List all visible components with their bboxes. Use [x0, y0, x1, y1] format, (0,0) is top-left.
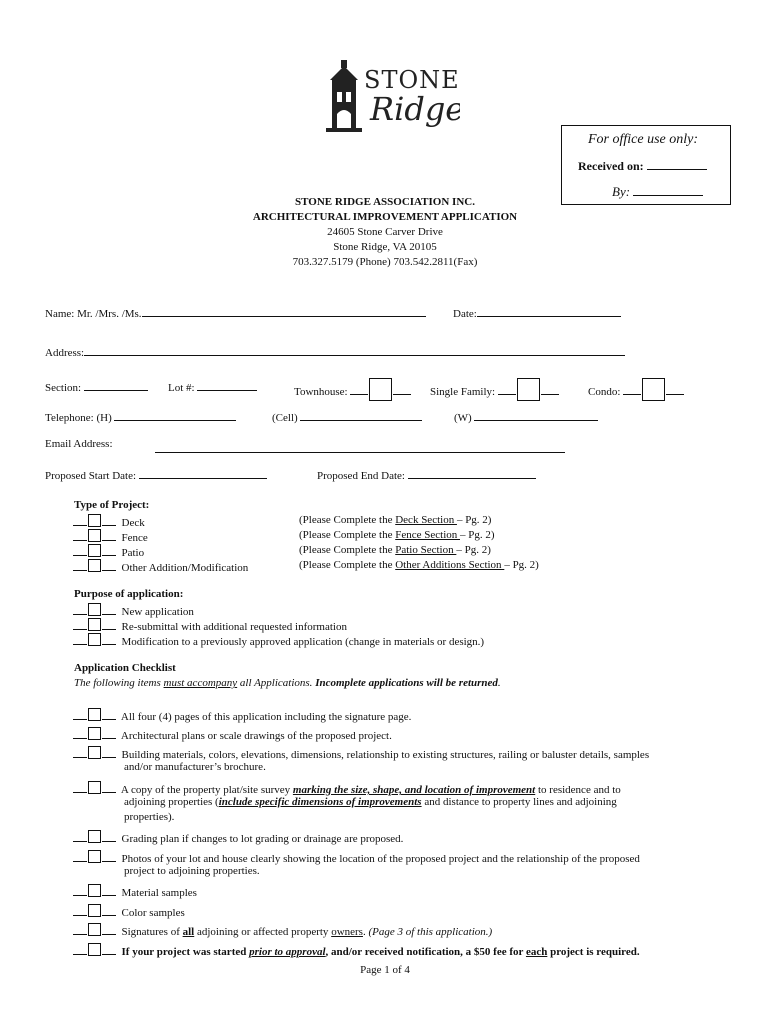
checklist-item-10: If your project was started prior to approval, and/or received notification, a $50 fee for each project is required.	[73, 943, 640, 958]
contact-numbers: 703.327.5179 (Phone) 703.542.2811(Fax)	[292, 256, 478, 268]
date-row	[453, 306, 621, 320]
checklist-item-6: Photos of your lot and house clearly showing the location of the proposed project and the relationship of the proposed	[73, 850, 640, 865]
lot-label: Lot #:	[168, 382, 195, 394]
deck-note: (Please Complete the Deck Section – Pg. 2)	[299, 514, 492, 526]
purpose-resubmittal: Re-submittal with additional requested information	[73, 618, 347, 633]
checklist-5-checkbox[interactable]	[88, 830, 101, 843]
checklist-8-checkbox[interactable]	[88, 904, 101, 917]
date-label: Date:	[453, 308, 477, 320]
received-on-line[interactable]	[647, 159, 707, 170]
office-use-box	[561, 125, 731, 205]
checklist-item-3-cont: and/or manufacturer’s brochure.	[124, 761, 266, 773]
checklist-item-8: Color samples	[73, 904, 185, 919]
work-phone-row	[454, 410, 598, 424]
start-date-field[interactable]	[139, 468, 267, 479]
checklist-item-5: Grading plan if changes to lot grading or drainage are proposed.	[73, 830, 403, 845]
lot-row	[168, 380, 257, 394]
received-on-label: Received on:	[578, 159, 707, 174]
project-type-heading: Type of Project:	[74, 499, 150, 511]
end-date-field[interactable]	[408, 468, 536, 479]
start-date-row	[45, 468, 267, 482]
svg-text:Ridge: Ridge	[370, 90, 460, 128]
cell-field[interactable]	[300, 410, 422, 421]
telephone-home-label: Telephone: (H)	[45, 412, 112, 424]
checklist-heading: Application Checklist	[74, 662, 176, 674]
stone-ridge-logo	[322, 58, 460, 136]
lot-field[interactable]	[197, 380, 257, 391]
townhouse-label: Townhouse:	[294, 386, 348, 398]
new-application-checkbox[interactable]	[88, 603, 101, 616]
checklist-6-checkbox[interactable]	[88, 850, 101, 863]
checklist-item-3: Building materials, colors, elevations, dimensions, relationship to existing structures, railing or baluster details, samples	[73, 746, 649, 761]
townhouse-row	[294, 378, 411, 401]
telephone-home-field[interactable]	[114, 410, 236, 421]
patio-checkbox[interactable]	[88, 544, 101, 557]
project-type-patio: Patio	[73, 544, 144, 559]
checklist-item-1: All four (4) pages of this application including the signature page.	[73, 708, 411, 723]
checklist-2-checkbox[interactable]	[88, 727, 101, 740]
cell-row	[272, 410, 422, 424]
checklist-item-9: Signatures of all adjoining or affected property owners. (Page 3 of this application.)	[73, 923, 492, 938]
section-label: Section:	[45, 382, 82, 394]
by-line[interactable]	[633, 185, 703, 196]
project-type-fence: Fence	[73, 529, 148, 544]
resubmittal-checkbox[interactable]	[88, 618, 101, 631]
name-label: Name: Mr. /Mrs. /Ms.	[45, 308, 142, 320]
checklist-item-2: Architectural plans or scale drawings of the proposed project.	[73, 727, 392, 742]
checklist-3-checkbox[interactable]	[88, 746, 101, 759]
purpose-modification: Modification to a previously approved application (change in materials or design.)	[73, 633, 484, 648]
city-address: Stone Ridge, VA 20105	[333, 241, 437, 253]
single-family-checkbox[interactable]	[517, 378, 540, 401]
project-type-other: Other Addition/Modification	[73, 559, 248, 574]
end-date-row	[317, 468, 536, 482]
single-family-row	[430, 378, 559, 401]
page-number: Page 1 of 4	[360, 964, 410, 976]
other-note: (Please Complete the Other Additions Section – Pg. 2)	[299, 559, 539, 571]
checklist-10-checkbox[interactable]	[88, 943, 101, 956]
checklist-intro: The following items must accompany all Applications. Incomplete applications will be returned.	[74, 677, 501, 689]
purpose-new: New application	[73, 603, 194, 618]
address-label: Address:	[45, 347, 85, 359]
townhouse-checkbox[interactable]	[369, 378, 392, 401]
condo-label: Condo:	[588, 386, 621, 398]
checklist-item-4-cont: adjoining properties (include specific dimensions of improvements and distance to property lines and adjoining	[124, 796, 617, 808]
purpose-heading: Purpose of application:	[74, 588, 184, 600]
org-name: STONE RIDGE ASSOCIATION INC.	[295, 196, 475, 208]
building-icon	[322, 58, 460, 136]
email-field[interactable]	[155, 438, 565, 453]
checklist-7-checkbox[interactable]	[88, 884, 101, 897]
date-field[interactable]	[477, 306, 621, 317]
checklist-9-checkbox[interactable]	[88, 923, 101, 936]
checklist-item-7: Material samples	[73, 884, 197, 899]
email-label: Email Address:	[45, 438, 113, 450]
condo-checkbox[interactable]	[642, 378, 665, 401]
by-label: By:	[612, 184, 703, 200]
modification-checkbox[interactable]	[88, 633, 101, 646]
fence-checkbox[interactable]	[88, 529, 101, 542]
checklist-item-4-cont2: properties).	[124, 811, 175, 823]
form-title: ARCHITECTURAL IMPROVEMENT APPLICATION	[252, 211, 518, 223]
section-row	[45, 380, 148, 394]
checklist-1-checkbox[interactable]	[88, 708, 101, 721]
name-row	[45, 306, 426, 320]
cell-label: (Cell)	[272, 412, 298, 424]
address-field[interactable]	[84, 345, 625, 356]
start-date-label: Proposed Start Date:	[45, 470, 137, 482]
address-row	[45, 345, 625, 359]
other-checkbox[interactable]	[88, 559, 101, 572]
svg-text:STONE: STONE	[364, 66, 460, 94]
deck-checkbox[interactable]	[88, 514, 101, 527]
telephone-home-row	[45, 410, 236, 424]
patio-note: (Please Complete the Patio Section – Pg. 2)	[299, 544, 491, 556]
single-family-label: Single Family:	[430, 386, 496, 398]
work-phone-field[interactable]	[474, 410, 598, 421]
street-address: 24605 Stone Carver Drive	[327, 226, 443, 238]
checklist-4-checkbox[interactable]	[88, 781, 101, 794]
section-field[interactable]	[84, 380, 148, 391]
work-phone-label: (W)	[454, 412, 472, 424]
checklist-item-4: A copy of the property plat/site survey marking the size, shape, and location of improvement to residence and to	[73, 781, 621, 796]
project-type-deck: Deck	[73, 514, 145, 529]
name-field[interactable]	[142, 306, 426, 317]
office-use-title: For office use only:	[588, 132, 699, 147]
checklist-item-6-cont: project to adjoining properties.	[124, 865, 260, 877]
fence-note: (Please Complete the Fence Section – Pg. 2)	[299, 529, 495, 541]
condo-row	[588, 378, 684, 401]
end-date-label: Proposed End Date:	[317, 470, 405, 482]
